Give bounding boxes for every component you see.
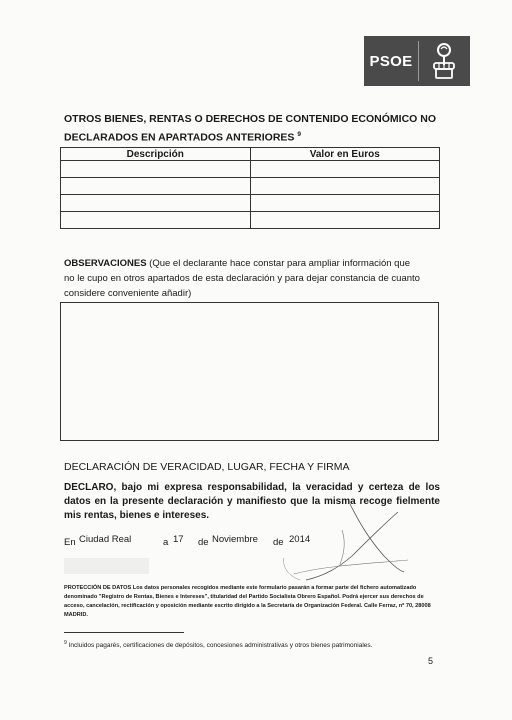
month-field[interactable] [212,534,258,549]
de-label-1: de [198,537,209,548]
declaracion-heading: DECLARACIÓN DE VERACIDAD, LUGAR, FECHA Y FIRMA [64,461,350,473]
city-field[interactable] [79,534,132,549]
table-cell-valor[interactable] [250,212,440,229]
signature [280,490,420,590]
page-number: 5 [428,656,434,666]
table-cell-valor[interactable] [250,161,440,178]
day-field[interactable] [173,534,184,549]
logo-text: PSOE [369,52,413,70]
fist-rose-icon [419,36,469,86]
footnote-text: Incluidos pagarés, certificaciones de depósitos, concesiones administrativas y otros bienes patrimoniales. [66,642,373,650]
section-heading-otros-bienes [64,112,444,146]
observaciones-box[interactable] [60,302,439,441]
a-label: a [163,537,169,548]
column-descripcion: Descripción [61,148,251,161]
table-row [61,212,440,229]
table-cell-valor[interactable] [250,195,440,212]
table-row [61,161,440,178]
heading-line-2: DECLARADOS EN APARTADOS ANTERIORES [64,131,295,144]
declaro-label: DECLARO [64,482,114,493]
declaro-body: , bajo mi expresa responsabilidad, la veracidad y certeza de los datos en la presente declaración y manifiesto que la misma recoge fielmente mis rentas, bienes e intereses. [64,482,440,521]
en-label: En [64,537,76,548]
observaciones-line-1: (Que el declarante hace constar para ampliar información que [146,258,411,269]
footnote [64,639,372,650]
footnote-divider [64,632,184,633]
table-header-row [61,148,440,161]
column-valor-euros: Valor en Euros [250,148,440,161]
month-value: Noviembre [212,534,258,545]
proteccion-datos-text: PROTECCIÓN DE DATOS Los datos personales recogidos mediante este formulario pasarán a formar parte del fichero automatizado denominado "Registro de Rentas, Bienes e Intereses", titularidad del Partido Socialista Obrero Español. Podrá ejercer sus derechos de acceso, cancelación, rectificación y oposición mediante escrito dirigido a la Secretaría de Organización Federal. Calle Ferraz, nº 70, 28008 MADRID. [64,585,431,618]
de-label-2: de [273,537,284,548]
redaction-stamp [64,558,149,574]
city-value: Ciudad Real [79,534,132,545]
footnote-reference: 9 [297,131,301,138]
table-row [61,195,440,212]
table-row [61,178,440,195]
observaciones-line-2: no le cupo en otros apartados de esta declaración y para dejar constancia de cuanto [64,273,420,284]
otros-bienes-table [60,147,440,229]
table-cell-descripcion[interactable] [61,178,251,195]
footnote-number: 9 [64,640,67,646]
observaciones-line-3: considere conveniente añadir) [64,288,192,299]
heading-line-1: OTROS BIENES, RENTAS O DERECHOS DE CONTENIDO ECONÓMICO NO [64,113,437,125]
table-cell-descripcion[interactable] [61,195,251,212]
table-cell-valor[interactable] [250,178,440,195]
table-cell-descripcion[interactable] [61,212,251,229]
observaciones-label: OBSERVACIONES [64,258,147,269]
psoe-logo [364,36,470,86]
day-value: 17 [173,534,184,545]
year-value: 2014 [289,534,311,545]
table-cell-descripcion[interactable] [61,161,251,178]
observaciones-heading [64,256,444,301]
